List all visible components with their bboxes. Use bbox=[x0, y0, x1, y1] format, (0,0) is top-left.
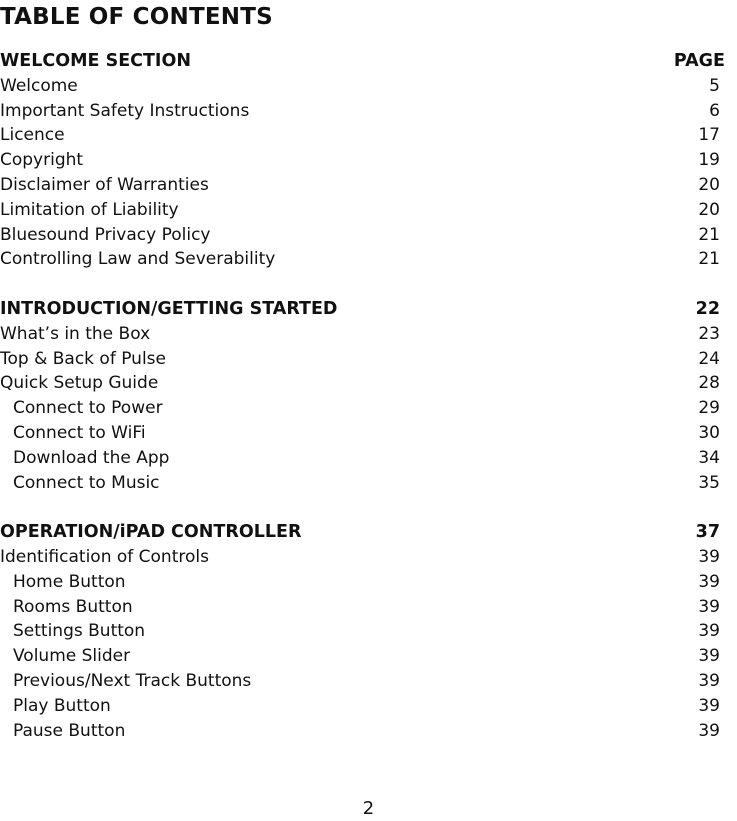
toc-entry-label: What’s in the Box bbox=[0, 323, 151, 344]
table-of-contents bbox=[0, 49, 737, 743]
toc-entry-label: Identification of Controls bbox=[0, 546, 209, 567]
toc-entry-label: Rooms Button bbox=[13, 596, 133, 617]
toc-entry[interactable] bbox=[0, 247, 737, 272]
toc-entry-label: Disclaimer of Warranties bbox=[0, 174, 209, 195]
toc-entry-label: Top & Back of Pulse bbox=[0, 348, 166, 369]
toc-subentry[interactable] bbox=[0, 446, 737, 471]
toc-entry[interactable] bbox=[0, 545, 737, 570]
toc-entry-label: Limitation of Liability bbox=[0, 199, 179, 220]
toc-entry-label: Connect to Music bbox=[13, 472, 160, 493]
toc-entry-page: 20 bbox=[698, 199, 720, 220]
page-number: 2 bbox=[362, 798, 375, 819]
toc-entry[interactable] bbox=[0, 99, 737, 124]
section-header-introduction[interactable] bbox=[0, 297, 737, 322]
toc-entry-page: 19 bbox=[698, 150, 720, 171]
toc-entry-label: Home Button bbox=[13, 571, 126, 592]
section-page: 22 bbox=[695, 298, 720, 319]
toc-entry-page: 6 bbox=[709, 100, 720, 121]
toc-entry[interactable] bbox=[0, 173, 737, 198]
toc-entry-page: 34 bbox=[698, 447, 720, 468]
toc-entry-page: 39 bbox=[698, 695, 720, 716]
section-heading: INTRODUCTION/GETTING STARTED bbox=[0, 298, 338, 319]
toc-entry-page: 35 bbox=[698, 472, 720, 493]
toc-entry-page: 17 bbox=[698, 125, 720, 146]
section-spacer bbox=[0, 495, 737, 520]
toc-entry-label: Copyright bbox=[0, 150, 84, 171]
toc-entry-page: 30 bbox=[698, 422, 720, 443]
toc-entry-label: Previous/Next Track Buttons bbox=[13, 670, 252, 691]
toc-entry-page: 39 bbox=[698, 720, 720, 741]
section-header-welcome[interactable] bbox=[0, 49, 737, 74]
toc-subentry[interactable] bbox=[0, 694, 737, 719]
toc-entry-page: 39 bbox=[698, 546, 720, 567]
toc-subentry[interactable] bbox=[0, 570, 737, 595]
toc-entry[interactable] bbox=[0, 322, 737, 347]
toc-entry-page: 5 bbox=[709, 75, 720, 96]
toc-subentry[interactable] bbox=[0, 644, 737, 669]
toc-entry-label: Quick Setup Guide bbox=[0, 373, 159, 394]
toc-entry-label: Download the App bbox=[13, 447, 170, 468]
toc-entry[interactable] bbox=[0, 347, 737, 372]
page-title: TABLE OF CONTENTS bbox=[0, 4, 273, 30]
section-spacer bbox=[0, 272, 737, 297]
toc-entry-label: Play Button bbox=[13, 695, 111, 716]
toc-subentry[interactable] bbox=[0, 669, 737, 694]
toc-entry-page: 21 bbox=[698, 224, 720, 245]
toc-entry-label: Settings Button bbox=[13, 621, 146, 642]
toc-subentry[interactable] bbox=[0, 595, 737, 620]
section-page: 37 bbox=[695, 522, 720, 543]
section-page: PAGE bbox=[673, 51, 725, 71]
toc-subentry[interactable] bbox=[0, 719, 737, 744]
toc-entry-page: 28 bbox=[698, 373, 720, 394]
toc-entry[interactable] bbox=[0, 148, 737, 173]
toc-subentry[interactable] bbox=[0, 471, 737, 496]
toc-entry[interactable] bbox=[0, 371, 737, 396]
toc-entry-page: 23 bbox=[698, 323, 720, 344]
toc-entry-page: 39 bbox=[698, 670, 720, 691]
toc-entry-page: 24 bbox=[698, 348, 720, 369]
toc-entry-page: 20 bbox=[698, 174, 720, 195]
section-heading: OPERATION/iPAD CONTROLLER bbox=[0, 522, 302, 543]
toc-entry[interactable] bbox=[0, 198, 737, 223]
toc-entry-label: Controlling Law and Severability bbox=[0, 249, 276, 270]
toc-entry-label: Connect to Power bbox=[13, 398, 163, 419]
section-heading: WELCOME SECTION bbox=[0, 51, 191, 71]
toc-entry-label: Bluesound Privacy Policy bbox=[0, 224, 211, 245]
toc-entry-label: Licence bbox=[0, 125, 65, 146]
toc-entry-label: Volume Slider bbox=[13, 646, 131, 667]
toc-entry-page: 39 bbox=[698, 646, 720, 667]
toc-entry[interactable] bbox=[0, 223, 737, 248]
toc-entry-label: Pause Button bbox=[13, 720, 126, 741]
toc-entry-label: Important Safety Instructions bbox=[0, 100, 250, 121]
toc-entry-page: 21 bbox=[698, 249, 720, 270]
toc-entry-page: 29 bbox=[698, 398, 720, 419]
toc-entry-page: 39 bbox=[698, 596, 720, 617]
section-header-operation[interactable] bbox=[0, 520, 737, 545]
toc-entry-label: Connect to WiFi bbox=[13, 422, 146, 443]
toc-entry-label: Welcome bbox=[0, 75, 78, 96]
toc-subentry[interactable] bbox=[0, 396, 737, 421]
toc-entry[interactable] bbox=[0, 74, 737, 99]
toc-entry-page: 39 bbox=[698, 621, 720, 642]
toc-subentry[interactable] bbox=[0, 619, 737, 644]
toc-subentry[interactable] bbox=[0, 421, 737, 446]
toc-entry-page: 39 bbox=[698, 571, 720, 592]
toc-entry[interactable] bbox=[0, 123, 737, 148]
